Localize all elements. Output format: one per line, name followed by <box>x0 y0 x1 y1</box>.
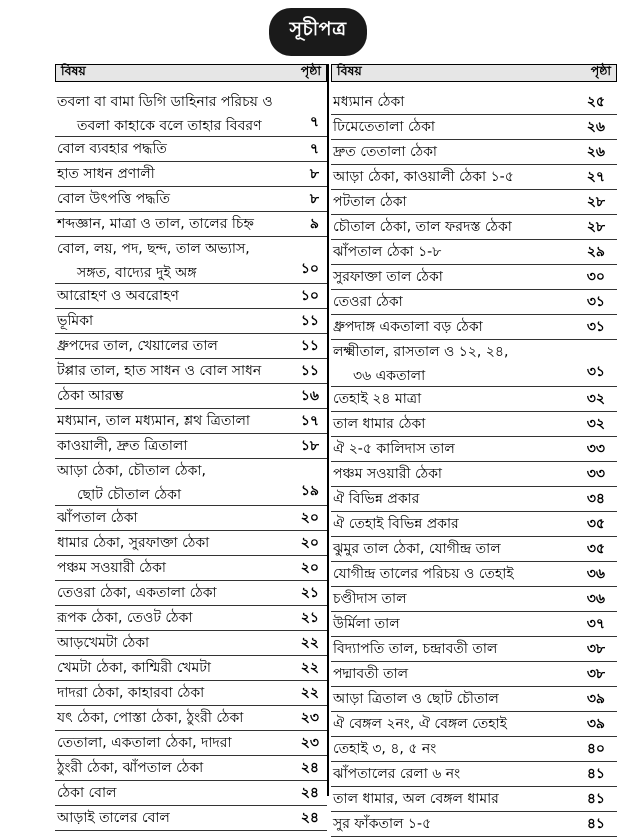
toc-entry <box>55 656 327 681</box>
entry-subject-line: সঙ্গত, বাদ্যের দুই অঙ্গ <box>77 265 197 281</box>
entry-subject-line: পঞ্চম সওয়ারী ঠেকা <box>57 560 166 576</box>
toc-entry <box>331 712 617 737</box>
entry-subject <box>333 412 425 436</box>
entry-subject <box>57 137 167 161</box>
entry-page-number: ২০ <box>300 510 319 526</box>
entry-page-number: ৩৭ <box>586 616 605 632</box>
entry-subject <box>333 562 514 586</box>
entry-subject-line: ঐ বেঙ্গল ২নং, ঐ বেঙ্গল তেহাই <box>333 716 507 732</box>
entry-subject-line: বোল ব্যবহার পদ্ধতি <box>57 141 167 157</box>
entry-subject-line: উর্মিলা তাল <box>333 616 400 632</box>
toc-entry <box>331 387 617 412</box>
entry-page-number: ২৩ <box>300 735 319 751</box>
entry-subject-line: দাদরা ঠেকা, কাহারবা ঠেকা <box>57 685 205 701</box>
entry-page-number: ২৯ <box>586 244 605 260</box>
entry-subject <box>57 359 261 383</box>
entry-subject-line: হাত সাধন প্রণালী <box>57 166 155 182</box>
toc-entry <box>331 562 617 587</box>
entry-subject-line: ছোট চৌতাল ঠেকা <box>77 487 182 503</box>
entry-subject <box>57 459 206 505</box>
entry-page-number: ৩১ <box>586 364 605 380</box>
entry-subject <box>57 631 149 655</box>
column-divider <box>327 64 329 796</box>
toc-entry <box>55 731 327 756</box>
entry-subject-line: খেমটা ঠেকা, কাশ্মিরী খেমটা <box>57 660 211 676</box>
toc-entry <box>331 637 617 662</box>
entry-subject-line: বিদ্যাপতি তাল, চন্দ্রাবতী তাল <box>333 641 498 657</box>
toc-entry <box>55 90 327 137</box>
toc-entry <box>331 762 617 787</box>
entry-subject-line: ঝাঁপতাল ঠেকা ১-৮ <box>333 244 442 260</box>
entry-page-number: ২৩ <box>300 710 319 726</box>
entry-page-number: ২৮ <box>586 219 605 235</box>
entry-subject-line: ঐ তেহাই বিভিন্ন প্রকার <box>333 516 459 532</box>
entry-subject <box>57 409 250 433</box>
entry-subject <box>333 190 407 214</box>
entry-subject <box>333 637 497 661</box>
toc-entry <box>55 706 327 731</box>
entry-subject <box>333 812 431 836</box>
toc-entry <box>331 612 617 637</box>
entry-subject <box>333 265 443 289</box>
toc-entry <box>331 90 617 115</box>
entry-page-number: ৩৩ <box>586 466 605 482</box>
entry-subject-line: ঝুমুর তাল ঠেকা, যোগীন্দ্র তাল <box>333 541 501 557</box>
entry-page-number: ১১ <box>300 363 319 379</box>
entry-page-number: ৩১ <box>586 319 605 335</box>
subject-header: বিষয় <box>337 63 362 78</box>
entry-page-number: ১৯ <box>300 483 319 499</box>
entry-subject-line: পঞ্চম সওয়ারী ঠেকা <box>333 466 442 482</box>
entry-subject-line: ঠেকা বোল <box>57 785 117 801</box>
entry-subject-line: তাল ধামার ঠেকা <box>333 416 426 432</box>
entry-page-number: ৩০ <box>586 269 605 285</box>
entry-subject <box>333 487 419 511</box>
toc-entry <box>331 587 617 612</box>
page-title: সূচীপত্র <box>269 8 366 56</box>
entry-subject <box>333 315 483 339</box>
entry-subject-line: তবলা বা বামা ডিগি ডাহিনার পরিচয় ও <box>57 94 273 110</box>
entry-page-number: ৩৬ <box>586 591 605 607</box>
toc-entry <box>331 512 617 537</box>
entry-subject-line: ঠেকা আরম্ভ <box>57 388 124 404</box>
entry-subject <box>57 806 170 830</box>
entry-page-number: ৩৩ <box>586 441 605 457</box>
page-header: পৃষ্ঠা <box>590 63 611 78</box>
entry-subject <box>57 434 187 458</box>
toc-entry <box>331 340 617 387</box>
entry-page-number: ২৬ <box>586 119 605 135</box>
entry-page-number: ৭ <box>309 141 319 157</box>
entry-subject <box>57 384 124 408</box>
entry-page-number: ২১ <box>300 585 319 601</box>
entry-subject <box>57 656 211 680</box>
toc-entry <box>55 681 327 706</box>
entry-subject-line: ঝাঁপতালের রেলা ৬ নং <box>333 766 461 782</box>
entry-subject <box>333 340 508 386</box>
entry-subject-line: মধ্যমান, তাল মধ্যমান, শ্লথ ত্রিতালা <box>57 413 250 429</box>
entry-subject <box>333 787 499 811</box>
entry-page-number: ৩৯ <box>586 716 605 732</box>
entry-page-number: ১০ <box>300 288 319 304</box>
entry-subject <box>333 712 507 736</box>
toc-entry <box>55 334 327 359</box>
entry-subject <box>333 587 407 611</box>
entry-subject <box>333 737 436 761</box>
entry-subject <box>333 240 441 264</box>
entry-subject <box>57 237 250 283</box>
entry-subject-line: ধ্রুপদাঙ্গ একতালা বড় ঠেকা <box>333 319 483 335</box>
entry-page-number: ৩২ <box>586 391 605 407</box>
toc-entry <box>331 240 617 265</box>
entry-subject <box>57 731 232 755</box>
entry-subject <box>333 462 442 486</box>
entry-subject-line: সুরফাক্তা তাল ঠেকা <box>333 269 443 285</box>
entry-page-number: ৪১ <box>586 766 605 782</box>
toc-entry <box>331 437 617 462</box>
entry-page-number: ৩৬ <box>586 566 605 582</box>
entry-subject <box>57 309 93 333</box>
entry-subject-line: লক্ষ্মীতাল, রাসতাল ও ১২, ২৪, <box>333 344 509 360</box>
entry-subject-line: মধ্যমান ঠেকা <box>333 94 405 110</box>
entry-subject <box>57 162 155 186</box>
entry-subject-line: চৌতাল ঠেকা, তাল ফরদস্ত ঠেকা <box>333 219 512 235</box>
entry-page-number: ৪১ <box>586 791 605 807</box>
entry-page-number: ১১ <box>300 313 319 329</box>
entry-page-number: ২০ <box>300 535 319 551</box>
toc-entry <box>55 137 327 162</box>
toc-entry <box>55 162 327 187</box>
toc-entry <box>55 187 327 212</box>
left-column-header <box>55 64 327 82</box>
toc-entry <box>331 115 617 140</box>
page-header: পৃষ্ঠা <box>300 63 321 78</box>
entry-subject-line: আড়া ঠেকা, কাওয়ালী ঠেকা ১-৫ <box>333 169 514 185</box>
entry-subject <box>57 334 218 358</box>
entry-page-number: ৪১ <box>586 816 605 832</box>
toc-entry <box>331 140 617 165</box>
entry-page-number: ২২ <box>300 660 319 676</box>
toc-entry <box>331 315 617 340</box>
entry-page-number: ৩৫ <box>586 541 605 557</box>
entry-page-number: ২২ <box>300 635 319 651</box>
entry-subject-line: তেওরা ঠেকা <box>333 294 403 310</box>
entry-subject-line: দ্রুত তেতালা ঠেকা <box>333 144 437 160</box>
entry-subject-line: আরোহণ ও অবরোহণ <box>57 288 179 304</box>
entry-page-number: ৪০ <box>586 741 605 757</box>
entry-page-number: ৯ <box>309 216 319 232</box>
left-column <box>55 64 327 831</box>
entry-subject-line: তবলা কাহাকে বলে তাহার বিবরণ <box>77 118 262 134</box>
entry-subject <box>333 762 460 786</box>
entry-subject-line: বোল, লয়, পদ, ছন্দ, তাল অভ্যাস, <box>57 241 250 257</box>
entry-subject <box>57 681 204 705</box>
entry-subject <box>333 90 404 114</box>
entry-subject-line: তেহাই ৩, ৪, ৫ নং <box>333 741 437 757</box>
entry-page-number: ২৮ <box>586 194 605 210</box>
entry-subject-line: শব্দজ্ঞান, মাত্রা ও তাল, তালের চিহ্ন <box>57 216 254 232</box>
toc-entry <box>55 434 327 459</box>
entry-subject-line: ঐ ২-৫ কালিদাস তাল <box>333 441 455 457</box>
toc-entry <box>55 284 327 309</box>
entry-subject <box>57 90 273 136</box>
entry-subject-line: আড়া ত্রিতাল ও ছোট চৌতাল <box>333 691 499 707</box>
entry-subject-line: ঠুংরী ঠেকা, ঝাঁপতাল ঠেকা <box>57 760 204 776</box>
entry-subject-line: রূপক ঠেকা, তেওট ঠেকা <box>57 610 193 626</box>
entry-subject-line: ধ্রুপদের তাল, খেয়ালের তাল <box>57 338 218 354</box>
entry-subject <box>333 165 514 189</box>
entry-subject <box>333 437 455 461</box>
subject-header: বিষয় <box>61 63 86 78</box>
entry-subject-line: বোল উৎপত্তি পদ্ধতি <box>57 191 171 207</box>
entry-subject <box>333 537 501 561</box>
entry-subject <box>333 512 459 536</box>
entry-page-number: ৮ <box>309 166 319 182</box>
entry-subject-line: ঢিমেতেতালা ঠেকা <box>333 119 435 135</box>
entry-subject <box>333 140 437 164</box>
entry-subject-line: সুর ফাঁকতাল ১-৫ <box>333 816 432 832</box>
entry-page-number: ২৪ <box>300 785 319 801</box>
entry-page-number: ২৭ <box>586 169 605 185</box>
entry-subject <box>57 284 179 308</box>
toc-entry <box>55 309 327 334</box>
entry-subject <box>57 706 243 730</box>
toc-entry <box>55 756 327 781</box>
entry-subject-line: আড়খেমটা ঠেকা <box>57 635 150 651</box>
left-entries <box>55 90 327 831</box>
toc-entry <box>55 359 327 384</box>
toc-entry <box>331 412 617 437</box>
entry-subject <box>57 187 170 211</box>
toc-entry <box>331 737 617 762</box>
toc-entry <box>55 237 327 284</box>
entry-page-number: ২২ <box>300 685 319 701</box>
entry-subject <box>57 556 166 580</box>
entry-subject <box>333 687 499 711</box>
entry-subject-line: ধামার ঠেকা, সুরফাক্তা ঠেকা <box>57 535 210 551</box>
entry-page-number: ২৫ <box>586 94 605 110</box>
entry-page-number: ২১ <box>300 610 319 626</box>
toc-entry <box>331 812 617 837</box>
entry-subject <box>333 662 408 686</box>
right-column-header <box>331 64 617 82</box>
entry-subject-line: তেহাই ২৪ মাত্রা <box>333 391 422 407</box>
entry-subject-line: পটতাল ঠেকা <box>333 194 407 210</box>
entry-page-number: ৩৪ <box>586 491 605 507</box>
entry-page-number: ৩১ <box>586 294 605 310</box>
entry-page-number: ১০ <box>300 261 319 277</box>
toc-entry <box>331 165 617 190</box>
entry-subject-line: যৎ ঠেকা, পোস্তা ঠেকা, ঠুংরী ঠেকা <box>57 710 244 726</box>
title-area <box>0 8 636 56</box>
toc-entry <box>55 212 327 237</box>
entry-subject <box>333 612 400 636</box>
toc-entry <box>331 265 617 290</box>
toc-entry <box>55 506 327 531</box>
toc-entry <box>55 631 327 656</box>
toc-entry <box>331 215 617 240</box>
entry-subject-line: আড়া ঠেকা, চৌতাল ঠেকা, <box>57 463 206 479</box>
entry-page-number: ২৪ <box>300 810 319 826</box>
entry-subject <box>57 581 217 605</box>
entry-subject <box>57 212 254 236</box>
entry-subject-line: টপ্পার তাল, হাত সাধন ও বোল সাধন <box>57 363 262 379</box>
toc-entry <box>55 459 327 506</box>
entry-subject-line: ঝাঁপতাল ঠেকা <box>57 510 138 526</box>
entry-subject <box>57 781 116 805</box>
entry-subject <box>333 387 421 411</box>
toc-entry <box>55 606 327 631</box>
entry-page-number: ১৭ <box>300 413 319 429</box>
entry-subject-line: কাওয়ালী, দ্রুত ত্রিতালা <box>57 438 188 454</box>
toc-entry <box>55 556 327 581</box>
toc-entry <box>55 781 327 806</box>
toc-entry <box>55 806 327 831</box>
entry-subject <box>57 531 209 555</box>
entry-page-number: ১৬ <box>300 388 319 404</box>
toc-entry <box>55 531 327 556</box>
toc-entry <box>331 487 617 512</box>
toc-entry <box>55 384 327 409</box>
entry-subject <box>333 290 403 314</box>
toc-entry <box>55 409 327 434</box>
entry-subject <box>57 606 192 630</box>
entry-page-number: ৭ <box>309 114 319 130</box>
entry-subject <box>333 115 435 139</box>
entry-subject-line: চণ্ডীদাস তাল <box>333 591 407 607</box>
entry-subject <box>57 756 203 780</box>
entry-subject <box>57 506 138 530</box>
entry-page-number: ৩৮ <box>586 666 605 682</box>
toc-entry <box>55 581 327 606</box>
entry-subject <box>333 215 512 239</box>
entry-page-number: ৮ <box>309 191 319 207</box>
right-entries <box>331 90 617 837</box>
toc-entry <box>331 537 617 562</box>
entry-page-number: ৩৮ <box>586 641 605 657</box>
entry-subject-line: তেওরা ঠেকা, একতালা ঠেকা <box>57 585 217 601</box>
toc-entry <box>331 462 617 487</box>
entry-subject-line: তাল ধামার, অল বেঙ্গল ধামার <box>333 791 499 807</box>
toc-entry <box>331 662 617 687</box>
toc-entry <box>331 687 617 712</box>
entry-subject-line: ভূমিকা <box>57 313 94 329</box>
entry-page-number: ১৮ <box>300 438 319 454</box>
entry-page-number: ২০ <box>300 560 319 576</box>
entry-page-number: ৩৫ <box>586 516 605 532</box>
entry-subject-line: যোগীন্দ্র তালের পরিচয় ও তেহাই <box>333 566 514 582</box>
entry-subject-line: আড়াই তালের বোল <box>57 810 170 826</box>
entry-subject-line: পদ্মাবতী তাল <box>333 666 409 682</box>
toc-entry <box>331 190 617 215</box>
entry-page-number: ৩২ <box>586 416 605 432</box>
entry-subject-line: ঐ বিভিন্ন প্রকার <box>333 491 420 507</box>
entry-page-number: ২৬ <box>586 144 605 160</box>
toc-entry <box>331 290 617 315</box>
table-of-contents <box>55 63 617 832</box>
entry-page-number: ৩৯ <box>586 691 605 707</box>
entry-subject-line: তেতালা, একতালা ঠেকা, দাদরা <box>57 735 232 751</box>
right-column <box>331 64 617 837</box>
entry-page-number: ২৪ <box>300 760 319 776</box>
entry-page-number: ১১ <box>300 338 319 354</box>
entry-subject-line: ৩৬ একতালা <box>353 368 426 384</box>
